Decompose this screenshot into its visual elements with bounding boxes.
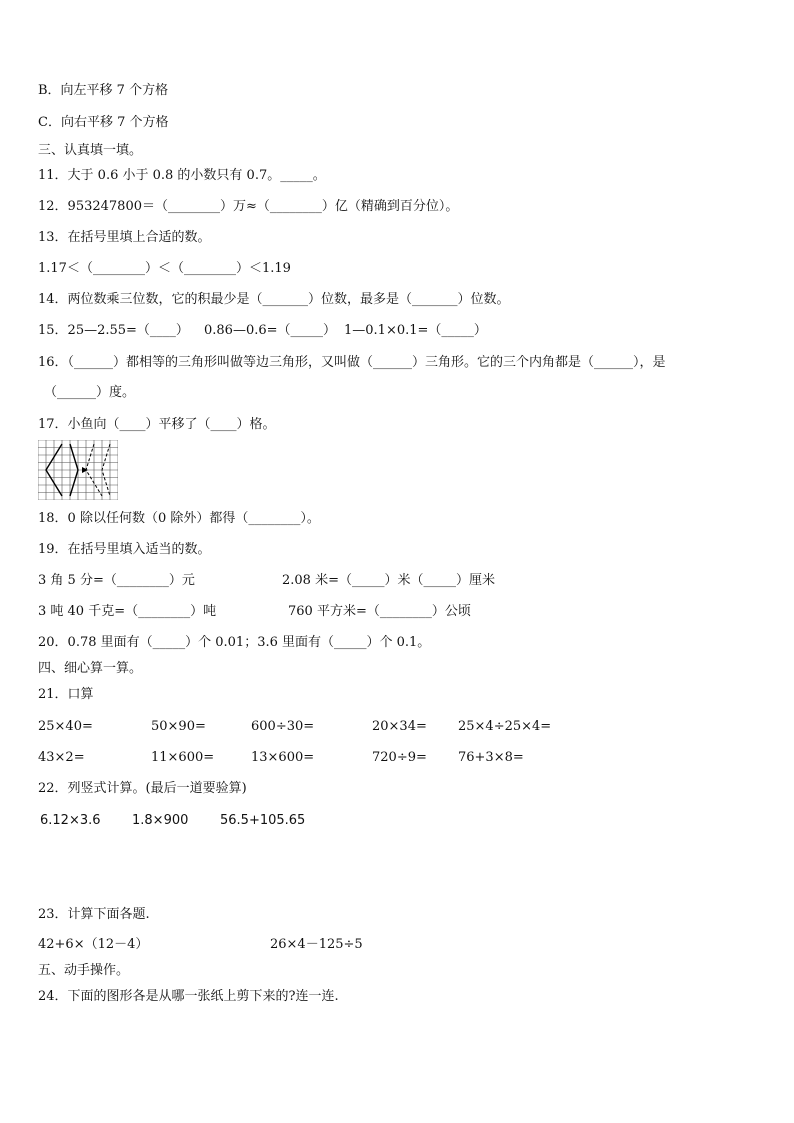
question-16: 16．（______）都相等的三角形叫做等边三角形，又叫做（______）三角形。它的三个内角都是（______），是 [38, 355, 666, 370]
question-13-inequality: 1.17＜（________）＜（________）＜1.19 [38, 261, 291, 276]
oral-calc-2-2: 11×600= [151, 750, 215, 765]
question-20: 20．0.78 里面有（_____）个 0.01；3.6 里面有（_____）个 0.1。 [38, 635, 431, 650]
question-11: 11．大于 0.6 小于 0.8 的小数只有 0.7。_____。 [38, 168, 326, 183]
grid-icon [38, 440, 118, 500]
question-24: 24．下面的图形各是从哪一张纸上剪下来的?连一连. [38, 989, 339, 1004]
section-4-heading: 四、细心算一算。 [38, 661, 143, 676]
fish-grid-figure [38, 440, 118, 500]
option-b: B．向左平移 7 个方格 [38, 83, 169, 98]
question-23: 23．计算下面各题. [38, 907, 150, 922]
question-19-b: 2.08 米=（_____）米（_____）厘米 [282, 573, 495, 588]
question-15-b: 0.86—0.6=（_____） [204, 323, 337, 338]
vertical-calc-3: 56.5+105.65 [220, 813, 306, 828]
vertical-calc-2: 1.8×900 [132, 813, 189, 828]
question-23-b: 26×4－125÷5 [270, 937, 363, 952]
oral-calc-2-3: 13×600= [251, 750, 315, 765]
section-3-heading: 三、认真填一填。 [38, 143, 143, 158]
option-c: C．向右平移 7 个方格 [38, 115, 169, 130]
question-21: 21．口算 [38, 687, 94, 702]
section-5-heading: 五、动手操作。 [38, 963, 130, 978]
oral-calc-1-1: 25×40= [38, 719, 93, 734]
oral-calc-1-4: 20×34= [372, 719, 427, 734]
question-23-a: 42+6×（12－4） [38, 937, 149, 952]
question-19-c: 3 吨 40 千克=（________）吨 [38, 604, 217, 619]
question-14: 14．两位数乘三位数，它的积最少是（_______）位数，最多是（_______）位数。 [38, 292, 510, 307]
question-18: 18．0 除以任何数（0 除外）都得（________）。 [38, 511, 320, 526]
question-12: 12．953247800＝（________）万≈（________）亿（精确到百分位）。 [38, 199, 459, 214]
question-15-a: 15．25—2.55=（____） [38, 323, 189, 338]
question-22: 22．列竖式计算。(最后一道要验算) [38, 781, 247, 796]
question-16-continued: （______）度。 [44, 385, 136, 400]
oral-calc-2-4: 720÷9= [372, 750, 427, 765]
question-19: 19．在括号里填入适当的数。 [38, 542, 211, 557]
oral-calc-1-3: 600÷30= [251, 719, 315, 734]
oral-calc-2-1: 43×2= [38, 750, 85, 765]
question-19-a: 3 角 5 分=（________）元 [38, 573, 195, 588]
question-19-d: 760 平方米=（________）公顷 [288, 604, 471, 619]
oral-calc-1-2: 50×90= [151, 719, 206, 734]
question-15-c: 1—0.1×0.1=（_____） [344, 323, 487, 338]
oral-calc-2-5: 76+3×8= [458, 750, 524, 765]
question-17: 17．小鱼向（____）平移了（____）格。 [38, 417, 276, 432]
question-13: 13．在括号里填上合适的数。 [38, 230, 211, 245]
vertical-calc-1: 6.12×3.6 [40, 813, 101, 828]
oral-calc-1-5: 25×4÷25×4= [458, 719, 552, 734]
